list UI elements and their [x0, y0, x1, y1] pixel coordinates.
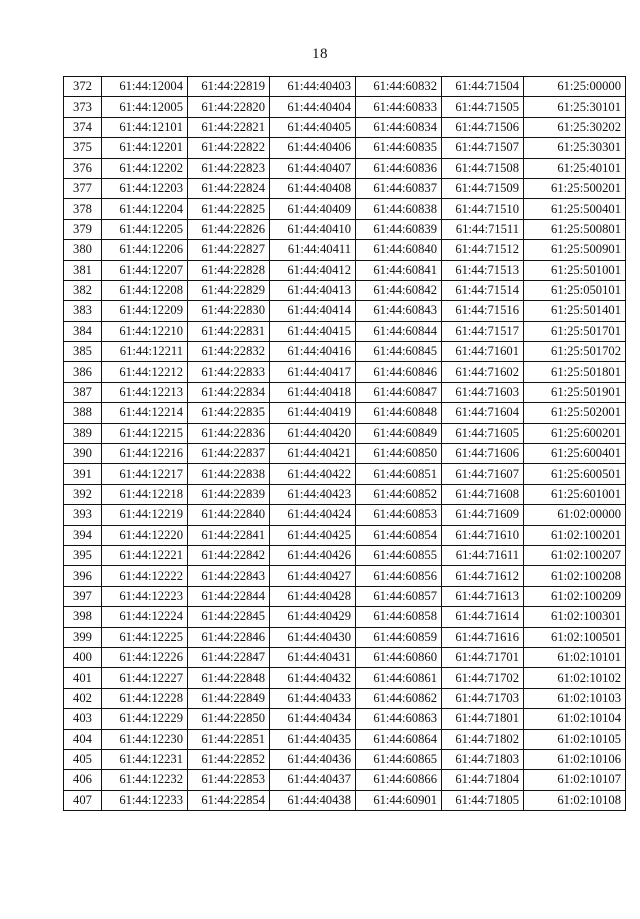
cadastral-number-cell: 61:44:12231	[102, 749, 188, 769]
cadastral-number-cell: 61:44:12203	[102, 178, 188, 198]
cadastral-number-cell: 61:25:40101	[524, 158, 626, 178]
cadastral-number-cell: 61:44:12232	[102, 770, 188, 790]
table-row	[64, 770, 626, 790]
table-row	[64, 382, 626, 402]
cadastral-number-cell: 61:44:60861	[356, 668, 442, 688]
row-number-cell: 372	[64, 77, 102, 97]
cadastral-number-cell: 61:44:22830	[188, 301, 270, 321]
cadastral-number-cell: 61:44:40411	[270, 240, 356, 260]
cadastral-number-cell: 61:44:71610	[442, 525, 524, 545]
cadastral-number-cell: 61:44:40422	[270, 464, 356, 484]
cadastral-number-cell: 61:44:12224	[102, 607, 188, 627]
cadastral-number-cell: 61:44:40408	[270, 178, 356, 198]
cadastral-number-cell: 61:44:60853	[356, 505, 442, 525]
cadastral-number-cell: 61:44:22845	[188, 607, 270, 627]
table-row	[64, 790, 626, 810]
cadastral-number-cell: 61:44:60836	[356, 158, 442, 178]
cadastral-number-cell: 61:44:12210	[102, 321, 188, 341]
cadastral-number-cell: 61:44:22826	[188, 219, 270, 239]
cadastral-number-cell: 61:44:40436	[270, 749, 356, 769]
cadastral-number-cell: 61:44:71517	[442, 321, 524, 341]
cadastral-number-cell: 61:44:12005	[102, 97, 188, 117]
table-row	[64, 219, 626, 239]
row-number-cell: 377	[64, 178, 102, 198]
cadastral-number-cell: 61:25:601001	[524, 484, 626, 504]
row-number-cell: 403	[64, 709, 102, 729]
cadastral-number-cell: 61:44:71606	[442, 444, 524, 464]
table-body	[64, 77, 626, 811]
cadastral-number-cell: 61:25:501001	[524, 260, 626, 280]
cadastral-number-cell: 61:44:71614	[442, 607, 524, 627]
cadastral-number-cell: 61:25:502001	[524, 403, 626, 423]
row-number-cell: 381	[64, 260, 102, 280]
cadastral-number-cell: 61:44:40415	[270, 321, 356, 341]
cadastral-number-cell: 61:44:40426	[270, 545, 356, 565]
cadastral-number-cell: 61:44:71508	[442, 158, 524, 178]
cadastral-number-cell: 61:44:40413	[270, 280, 356, 300]
row-number-cell: 389	[64, 423, 102, 443]
table-row	[64, 627, 626, 647]
cadastral-number-cell: 61:44:60864	[356, 729, 442, 749]
cadastral-number-cell: 61:44:60839	[356, 219, 442, 239]
cadastral-number-cell: 61:44:71613	[442, 586, 524, 606]
cadastral-number-cell: 61:44:60846	[356, 362, 442, 382]
cadastral-number-cell: 61:44:40438	[270, 790, 356, 810]
cadastral-number-cell: 61:44:71514	[442, 280, 524, 300]
cadastral-number-cell: 61:44:22827	[188, 240, 270, 260]
cadastral-number-cell: 61:02:10107	[524, 770, 626, 790]
cadastral-number-cell: 61:44:71702	[442, 668, 524, 688]
row-number-cell: 379	[64, 219, 102, 239]
cadastral-number-cell: 61:44:60837	[356, 178, 442, 198]
cadastral-number-cell: 61:44:71609	[442, 505, 524, 525]
cadastral-number-cell: 61:44:12222	[102, 566, 188, 586]
cadastral-number-cell: 61:44:71516	[442, 301, 524, 321]
cadastral-number-cell: 61:44:22824	[188, 178, 270, 198]
cadastral-number-cell: 61:44:71507	[442, 138, 524, 158]
cadastral-number-cell: 61:44:60901	[356, 790, 442, 810]
cadastral-number-cell: 61:44:12213	[102, 382, 188, 402]
cadastral-number-cell: 61:44:12216	[102, 444, 188, 464]
row-number-cell: 375	[64, 138, 102, 158]
table-row	[64, 566, 626, 586]
row-number-cell: 373	[64, 97, 102, 117]
cadastral-number-cell: 61:44:12230	[102, 729, 188, 749]
cadastral-number-cell: 61:25:500401	[524, 199, 626, 219]
cadastral-number-cell: 61:44:40429	[270, 607, 356, 627]
cadastral-number-cell: 61:44:71601	[442, 342, 524, 362]
cadastral-number-cell: 61:44:12218	[102, 484, 188, 504]
cadastral-number-cell: 61:02:10105	[524, 729, 626, 749]
cadastral-number-cell: 61:44:71803	[442, 749, 524, 769]
cadastral-number-cell: 61:25:500201	[524, 178, 626, 198]
cadastral-number-cell: 61:44:22834	[188, 382, 270, 402]
cadastral-number-cell: 61:44:22848	[188, 668, 270, 688]
cadastral-number-cell: 61:44:40424	[270, 505, 356, 525]
cadastral-number-cell: 61:44:71616	[442, 627, 524, 647]
cadastral-number-cell: 61:44:40433	[270, 688, 356, 708]
cadastral-number-cell: 61:44:60842	[356, 280, 442, 300]
cadastral-number-cell: 61:44:22842	[188, 545, 270, 565]
table-row	[64, 260, 626, 280]
row-number-cell: 398	[64, 607, 102, 627]
cadastral-number-cell: 61:44:71804	[442, 770, 524, 790]
row-number-cell: 378	[64, 199, 102, 219]
cadastral-number-cell: 61:44:22844	[188, 586, 270, 606]
cadastral-number-cell: 61:44:40417	[270, 362, 356, 382]
cadastral-number-cell: 61:44:71511	[442, 219, 524, 239]
cadastral-number-cell: 61:44:71505	[442, 97, 524, 117]
cadastral-number-cell: 61:44:40434	[270, 709, 356, 729]
table-row	[64, 301, 626, 321]
cadastral-number-cell: 61:44:22839	[188, 484, 270, 504]
cadastral-number-cell: 61:02:100201	[524, 525, 626, 545]
table-row	[64, 158, 626, 178]
cadastral-number-cell: 61:44:12101	[102, 117, 188, 137]
cadastral-number-cell: 61:44:40427	[270, 566, 356, 586]
cadastral-number-cell: 61:44:12223	[102, 586, 188, 606]
cadastral-number-cell: 61:44:71506	[442, 117, 524, 137]
cadastral-number-cell: 61:44:22850	[188, 709, 270, 729]
cadastral-number-cell: 61:44:40407	[270, 158, 356, 178]
row-number-cell: 402	[64, 688, 102, 708]
cadastral-number-cell: 61:44:71607	[442, 464, 524, 484]
cadastral-number-cell: 61:44:60858	[356, 607, 442, 627]
cadastral-number-cell: 61:44:22838	[188, 464, 270, 484]
cadastral-number-cell: 61:44:60865	[356, 749, 442, 769]
cadastral-number-cell: 61:44:60843	[356, 301, 442, 321]
row-number-cell: 407	[64, 790, 102, 810]
cadastral-number-cell: 61:44:71805	[442, 790, 524, 810]
cadastral-number-cell: 61:44:40414	[270, 301, 356, 321]
cadastral-number-cell: 61:44:71504	[442, 77, 524, 97]
cadastral-number-cell: 61:44:12207	[102, 260, 188, 280]
row-number-cell: 387	[64, 382, 102, 402]
table-row	[64, 464, 626, 484]
row-number-cell: 388	[64, 403, 102, 423]
table-row	[64, 117, 626, 137]
cadastral-number-cell: 61:44:60855	[356, 545, 442, 565]
cadastral-number-cell: 61:25:00000	[524, 77, 626, 97]
cadastral-number-cell: 61:44:12226	[102, 647, 188, 667]
cadastral-number-cell: 61:44:12225	[102, 627, 188, 647]
cadastral-number-cell: 61:44:40418	[270, 382, 356, 402]
row-number-cell: 399	[64, 627, 102, 647]
cadastral-number-cell: 61:44:40403	[270, 77, 356, 97]
cadastral-number-cell: 61:25:501401	[524, 301, 626, 321]
cadastral-number-cell: 61:44:12004	[102, 77, 188, 97]
cadastral-number-cell: 61:44:12228	[102, 688, 188, 708]
row-number-cell: 396	[64, 566, 102, 586]
row-number-cell: 383	[64, 301, 102, 321]
table-row	[64, 729, 626, 749]
cadastral-number-cell: 61:44:12208	[102, 280, 188, 300]
cadastral-number-cell: 61:44:40423	[270, 484, 356, 504]
cadastral-number-cell: 61:44:60849	[356, 423, 442, 443]
cadastral-number-cell: 61:44:60852	[356, 484, 442, 504]
cadastral-number-cell: 61:44:40420	[270, 423, 356, 443]
cadastral-number-cell: 61:44:71602	[442, 362, 524, 382]
cadastral-number-cell: 61:44:22832	[188, 342, 270, 362]
cadastral-number-cell: 61:44:22822	[188, 138, 270, 158]
cadastral-number-cell: 61:44:60850	[356, 444, 442, 464]
cadastral-number-cell: 61:44:60834	[356, 117, 442, 137]
cadastral-number-cell: 61:44:60856	[356, 566, 442, 586]
cadastral-number-cell: 61:44:60832	[356, 77, 442, 97]
table-row	[64, 444, 626, 464]
cadastral-number-cell: 61:44:71512	[442, 240, 524, 260]
cadastral-number-cell: 61:44:22836	[188, 423, 270, 443]
cadastral-number-cell: 61:02:10103	[524, 688, 626, 708]
cadastral-number-cell: 61:44:22831	[188, 321, 270, 341]
cadastral-number-cell: 61:44:12214	[102, 403, 188, 423]
cadastral-number-cell: 61:44:40437	[270, 770, 356, 790]
cadastral-number-cell: 61:25:30202	[524, 117, 626, 137]
cadastral-number-cell: 61:25:500901	[524, 240, 626, 260]
cadastral-number-cell: 61:44:40421	[270, 444, 356, 464]
cadastral-number-cell: 61:25:501701	[524, 321, 626, 341]
cadastral-number-cell: 61:02:10108	[524, 790, 626, 810]
table-row	[64, 199, 626, 219]
cadastral-number-cell: 61:44:22854	[188, 790, 270, 810]
cadastral-number-cell: 61:44:12219	[102, 505, 188, 525]
cadastral-number-cell: 61:25:501702	[524, 342, 626, 362]
cadastral-number-cell: 61:44:12202	[102, 158, 188, 178]
table-row	[64, 321, 626, 341]
table-row	[64, 423, 626, 443]
cadastral-number-cell: 61:44:40406	[270, 138, 356, 158]
cadastral-number-cell: 61:25:050101	[524, 280, 626, 300]
row-number-cell: 394	[64, 525, 102, 545]
cadastral-number-cell: 61:44:40404	[270, 97, 356, 117]
cadastral-number-cell: 61:44:22853	[188, 770, 270, 790]
cadastral-number-cell: 61:02:100207	[524, 545, 626, 565]
cadastral-number-cell: 61:44:22823	[188, 158, 270, 178]
cadastral-number-cell: 61:44:71701	[442, 647, 524, 667]
cadastral-number-cell: 61:44:40419	[270, 403, 356, 423]
cadastral-number-cell: 61:44:22833	[188, 362, 270, 382]
row-number-cell: 401	[64, 668, 102, 688]
table-row	[64, 138, 626, 158]
cadastral-number-cell: 61:44:40416	[270, 342, 356, 362]
cadastral-number-cell: 61:44:12229	[102, 709, 188, 729]
cadastral-number-cell: 61:44:12212	[102, 362, 188, 382]
table-row	[64, 749, 626, 769]
table-row	[64, 77, 626, 97]
cadastral-number-cell: 61:44:22819	[188, 77, 270, 97]
row-number-cell: 397	[64, 586, 102, 606]
cadastral-number-cell: 61:44:22843	[188, 566, 270, 586]
cadastral-number-cell: 61:44:71604	[442, 403, 524, 423]
table-row	[64, 97, 626, 117]
cadastral-number-cell: 61:44:22820	[188, 97, 270, 117]
cadastral-number-cell: 61:44:71802	[442, 729, 524, 749]
table-row	[64, 586, 626, 606]
table-row	[64, 484, 626, 504]
table-row	[64, 342, 626, 362]
row-number-cell: 392	[64, 484, 102, 504]
cadastral-number-cell: 61:44:60859	[356, 627, 442, 647]
row-number-cell: 385	[64, 342, 102, 362]
cadastral-number-cell: 61:44:22825	[188, 199, 270, 219]
cadastral-number-cell: 61:44:40432	[270, 668, 356, 688]
row-number-cell: 376	[64, 158, 102, 178]
cadastral-number-cell: 61:02:10106	[524, 749, 626, 769]
cadastral-number-cell: 61:44:12227	[102, 668, 188, 688]
cadastral-number-cell: 61:44:12233	[102, 790, 188, 810]
cadastral-number-cell: 61:44:71605	[442, 423, 524, 443]
cadastral-number-cell: 61:44:60848	[356, 403, 442, 423]
cadastral-number-cell: 61:02:00000	[524, 505, 626, 525]
cadastral-number-cell: 61:44:22846	[188, 627, 270, 647]
cadastral-number-cell: 61:44:40409	[270, 199, 356, 219]
cadastral-number-cell: 61:44:40435	[270, 729, 356, 749]
table-row	[64, 688, 626, 708]
table-row	[64, 647, 626, 667]
cadastral-number-cell: 61:44:60833	[356, 97, 442, 117]
row-number-cell: 405	[64, 749, 102, 769]
cadastral-number-cell: 61:44:22851	[188, 729, 270, 749]
cadastral-number-cell: 61:44:60844	[356, 321, 442, 341]
cadastral-number-cell: 61:44:22849	[188, 688, 270, 708]
row-number-cell: 393	[64, 505, 102, 525]
cadastral-number-cell: 61:44:40410	[270, 219, 356, 239]
cadastral-number-cell: 61:02:100501	[524, 627, 626, 647]
cadastral-number-cell: 61:44:12206	[102, 240, 188, 260]
cadastral-number-cell: 61:44:12201	[102, 138, 188, 158]
cadastral-number-cell: 61:44:22828	[188, 260, 270, 280]
cadastral-number-cell: 61:44:71801	[442, 709, 524, 729]
cadastral-number-cell: 61:44:22835	[188, 403, 270, 423]
table-row	[64, 607, 626, 627]
cadastral-number-cell: 61:44:60857	[356, 586, 442, 606]
cadastral-table	[63, 76, 626, 811]
cadastral-number-cell: 61:44:22841	[188, 525, 270, 545]
cadastral-number-cell: 61:44:22840	[188, 505, 270, 525]
cadastral-number-cell: 61:44:71612	[442, 566, 524, 586]
cadastral-number-cell: 61:25:501801	[524, 362, 626, 382]
cadastral-number-cell: 61:44:12221	[102, 545, 188, 565]
row-number-cell: 380	[64, 240, 102, 260]
row-number-cell: 390	[64, 444, 102, 464]
table-row	[64, 709, 626, 729]
cadastral-number-cell: 61:44:40428	[270, 586, 356, 606]
cadastral-number-cell: 61:25:501901	[524, 382, 626, 402]
row-number-cell: 400	[64, 647, 102, 667]
cadastral-number-cell: 61:44:71510	[442, 199, 524, 219]
cadastral-number-cell: 61:44:12204	[102, 199, 188, 219]
cadastral-number-cell: 61:44:22852	[188, 749, 270, 769]
cadastral-number-cell: 61:02:10101	[524, 647, 626, 667]
cadastral-number-cell: 61:02:10102	[524, 668, 626, 688]
table-row	[64, 525, 626, 545]
row-number-cell: 386	[64, 362, 102, 382]
row-number-cell: 404	[64, 729, 102, 749]
cadastral-number-cell: 61:44:60866	[356, 770, 442, 790]
page-number: 18	[312, 46, 328, 62]
cadastral-number-cell: 61:44:60847	[356, 382, 442, 402]
cadastral-number-cell: 61:44:12215	[102, 423, 188, 443]
cadastral-number-cell: 61:44:60841	[356, 260, 442, 280]
cadastral-number-cell: 61:44:60860	[356, 647, 442, 667]
cadastral-number-cell: 61:02:100208	[524, 566, 626, 586]
cadastral-number-cell: 61:25:600401	[524, 444, 626, 464]
cadastral-number-cell: 61:44:12211	[102, 342, 188, 362]
cadastral-number-cell: 61:25:600501	[524, 464, 626, 484]
row-number-cell: 374	[64, 117, 102, 137]
cadastral-number-cell: 61:44:60862	[356, 688, 442, 708]
cadastral-number-cell: 61:44:22821	[188, 117, 270, 137]
cadastral-number-cell: 61:02:100209	[524, 586, 626, 606]
cadastral-number-cell: 61:44:40412	[270, 260, 356, 280]
cadastral-number-cell: 61:02:10104	[524, 709, 626, 729]
row-number-cell: 391	[64, 464, 102, 484]
cadastral-number-cell: 61:44:60863	[356, 709, 442, 729]
cadastral-number-cell: 61:44:40405	[270, 117, 356, 137]
cadastral-number-cell: 61:44:71608	[442, 484, 524, 504]
cadastral-number-cell: 61:44:71509	[442, 178, 524, 198]
table-row	[64, 178, 626, 198]
cadastral-number-cell: 61:44:12217	[102, 464, 188, 484]
cadastral-number-cell: 61:44:60838	[356, 199, 442, 219]
cadastral-number-cell: 61:44:12220	[102, 525, 188, 545]
cadastral-number-cell: 61:44:60835	[356, 138, 442, 158]
cadastral-number-cell: 61:44:40430	[270, 627, 356, 647]
cadastral-number-cell: 61:44:12205	[102, 219, 188, 239]
table-row	[64, 403, 626, 423]
cadastral-number-cell: 61:02:100301	[524, 607, 626, 627]
table-row	[64, 668, 626, 688]
table-row	[64, 240, 626, 260]
cadastral-number-cell: 61:44:40425	[270, 525, 356, 545]
table-row	[64, 362, 626, 382]
cadastral-number-cell: 61:44:12209	[102, 301, 188, 321]
cadastral-number-cell: 61:25:30101	[524, 97, 626, 117]
cadastral-number-cell: 61:44:71603	[442, 382, 524, 402]
row-number-cell: 395	[64, 545, 102, 565]
row-number-cell: 382	[64, 280, 102, 300]
cadastral-number-cell: 61:44:22847	[188, 647, 270, 667]
cadastral-number-cell: 61:44:22837	[188, 444, 270, 464]
cadastral-number-cell: 61:44:71513	[442, 260, 524, 280]
cadastral-number-cell: 61:44:60840	[356, 240, 442, 260]
row-number-cell: 406	[64, 770, 102, 790]
cadastral-number-cell: 61:25:600201	[524, 423, 626, 443]
cadastral-number-cell: 61:44:71611	[442, 545, 524, 565]
cadastral-number-cell: 61:44:71703	[442, 688, 524, 708]
cadastral-number-cell: 61:44:60851	[356, 464, 442, 484]
table-row	[64, 505, 626, 525]
cadastral-number-cell: 61:44:40431	[270, 647, 356, 667]
cadastral-number-cell: 61:25:30301	[524, 138, 626, 158]
row-number-cell: 384	[64, 321, 102, 341]
cadastral-number-cell: 61:25:500801	[524, 219, 626, 239]
cadastral-number-cell: 61:44:60845	[356, 342, 442, 362]
table-row	[64, 280, 626, 300]
cadastral-number-cell: 61:44:60854	[356, 525, 442, 545]
cadastral-number-cell: 61:44:22829	[188, 280, 270, 300]
table-row	[64, 545, 626, 565]
